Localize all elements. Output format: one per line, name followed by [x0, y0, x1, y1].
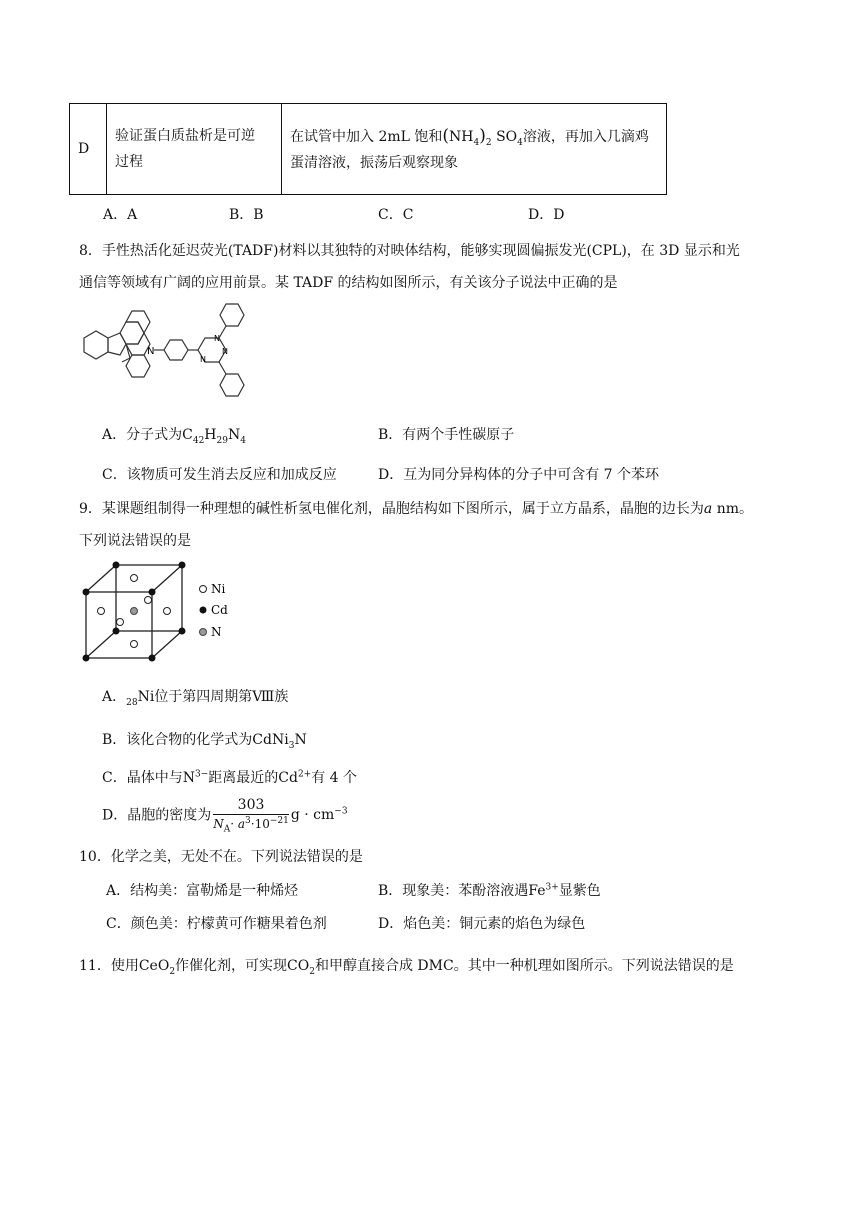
q9-stem: 下列说法错误的是 — [79, 533, 191, 549]
q8-stem: 通信等领域有广阔的应用前景。某 TADF 的结构如图所示，有关该分子说法中正确的是 — [79, 275, 618, 291]
q10-option-d: D．焰色美：铜元素的焰色为绿色 — [378, 916, 586, 932]
experiment-table — [69, 103, 667, 195]
table-cell-operation — [282, 104, 667, 195]
operation-line: 在试管中加入 2mL 饱和$(NH_4)_2$ $SO_4$溶液，再加入几滴鸡 — [290, 125, 649, 148]
table-cell-purpose — [107, 104, 282, 195]
q7-option-d: D．D — [528, 207, 565, 223]
table-cell-label — [70, 104, 107, 195]
q9-option-a: A．$_{28}$Ni位于第四周期第Ⅷ族 — [102, 689, 289, 708]
purpose-line: 验证蛋白质盐析是可逆 — [115, 128, 255, 144]
density-fraction: $\frac{303}{N_A\cdot a^3\cdot 10^{-21}}$ — [213, 797, 289, 835]
legend-n: N — [211, 625, 222, 639]
table-row — [70, 104, 667, 195]
legend-cd: Cd — [211, 603, 228, 617]
purpose-line: 过程 — [115, 154, 143, 170]
structure-label: N — [147, 346, 155, 357]
q7-option-b: B．B — [229, 207, 264, 223]
q9-option-b: B．该化合物的化学式为CdNi$_3$N — [102, 732, 307, 751]
row-label: D — [78, 141, 90, 157]
structure-label: N — [214, 334, 220, 343]
q7-option-a: A．A — [103, 207, 138, 223]
q9-stem: 9．某课题组制得一种理想的碱性析氢电催化剂，晶胞结构如下图所示，属于立方晶系，晶胞的边长为a nm。 — [79, 501, 754, 517]
structure-label: N — [222, 347, 228, 356]
q7-option-c: C．C — [378, 207, 414, 223]
q8-stem: 8．手性热活化延迟荧光(TADF)材料以其独特的对映体结构，能够实现圆偏振发光(CPL)，在 3D 显示和光 — [79, 243, 740, 259]
q9-option-d: D．晶胞的密度为 $\frac{303}{N_A\cdot a^3\cdot 10^{-21}}$ $g \cdot cm^{-3}$ — [102, 797, 348, 835]
crystal-cell-figure — [80, 560, 240, 666]
legend-ni: Ni — [211, 582, 226, 596]
q10-option-a: A．结构美：富勒烯是一种烯烃 — [106, 883, 299, 899]
q8-option-d: D．互为同分异构体的分子中可含有 7 个苯环 — [378, 467, 660, 483]
q8-option-a: A．分子式为$C_{42}H_{29}N_4$ — [102, 427, 246, 446]
structure-label: N — [200, 355, 206, 364]
q8-option-c: C．该物质可发生消去反应和加成反应 — [102, 467, 337, 483]
tadf-structure-figure — [74, 300, 274, 410]
q10-option-c: C．颜色美：柠檬黄可作糖果着色剂 — [106, 916, 327, 932]
q11-stem: 11．使用CeO$_2$作催化剂，可实现$CO_2$和甲醇直接合成 DMC。其中一种机理如图所示。下列说法错误的是 — [79, 958, 734, 977]
q10-stem: 10．化学之美，无处不在。下列说法错误的是 — [79, 849, 363, 865]
q9-option-c: C．晶体中与$N^{3-}$距离最近的$Cd^{2+}$有 4 个 — [102, 769, 358, 786]
q10-option-b: B．现象美：苯酚溶液遇$Fe^{3+}$显紫色 — [378, 882, 601, 899]
operation-line: 蛋清溶液，振荡后观察现象 — [290, 154, 458, 171]
q8-option-b: B．有两个手性碳原子 — [378, 427, 515, 443]
